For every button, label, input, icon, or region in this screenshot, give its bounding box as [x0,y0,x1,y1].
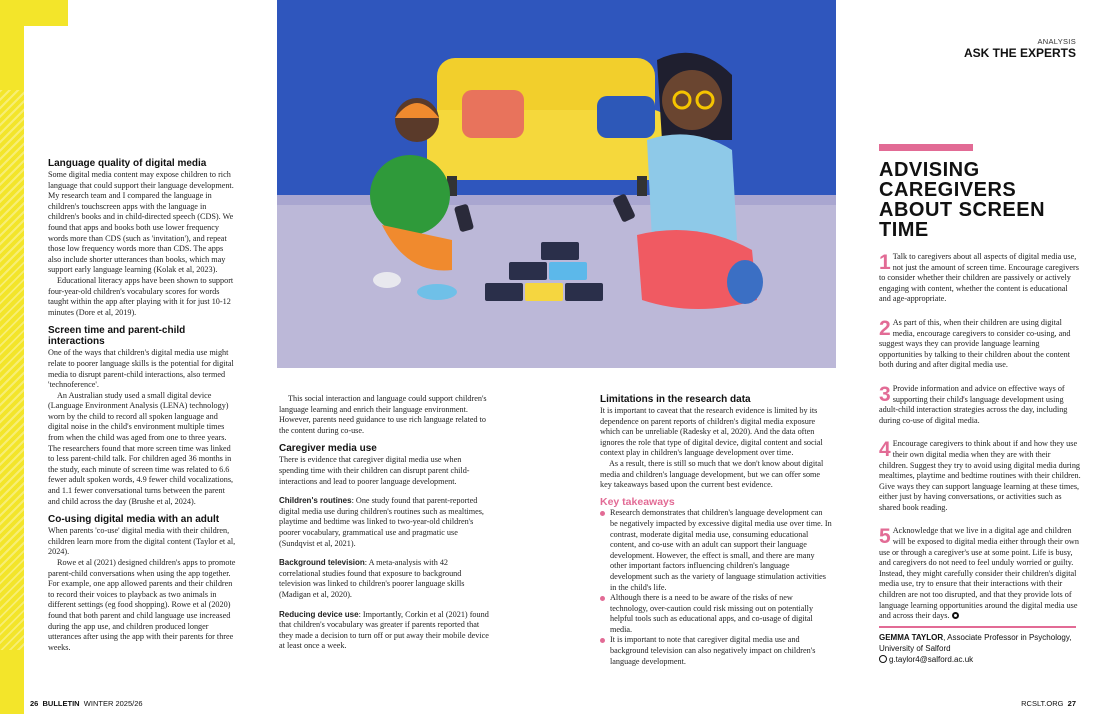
text-background-tv: : A meta-analysis with 42 correlational studies found that exposure to background television was linked to children's poorer language skills (Madigan et al, 2020). [279,558,465,599]
paragraph: An Australian study used a small digital device (Language Environment Analysis (LENA) technology) worn by the child to record all spoken language and digital noise in the child's environment multiple times from when the child was aged from one to three years. The researchers found that more screen time was linked to less parent-child talk. For children aged 36 months in the study, each minute of screen time was related to 6.6 fewer adult spoken words, 4.9 fewer child vocalizations, and 1.1 fewer conversational turns between the parent and child across the day (Brushe et al, 2024). [48,390,234,506]
paragraph: When parents 'co-use' digital media with their children, children learn more from the digital content (Taylor et al, 2024). [48,526,236,557]
paragraph: Rowe et al (2021) designed children's apps to promote parent-child conversations when using the app together. For example, one app allowed parents and their children to record their voices to playback as two animals in different settings (eg food shopping). Rowe et al (2020) found that both parent and child language use increased during the app use, and children produced longer utterances after using the app with their parents for three weeks. [48,558,236,652]
tip-text: Encourage caregivers to think about if and how they use their own digital media when they are with their children. Suggest they try to avoid using digital media during mealtimes, playtime and bedtime routines with their children. Give ways they can support language learning at these times, either just by having conversations, or activities such as shared book reading. [879,439,1081,512]
list-item-text: Although there is a need to be aware of the risks of new technology, over-caution could risk missing out on potentially helpful tools such as educational apps, and co-usage of digital media. [610,593,814,634]
key-takeaways-list [600,508,832,667]
tip-item [879,526,1081,621]
bullet-dot-icon [600,596,605,601]
label-routines: Children's routines [279,496,352,506]
side-strip-pattern [0,90,24,650]
label-background-tv: Background television [279,558,365,568]
author-email[interactable]: g.taylor4@salford.ac.uk [889,655,974,664]
tip-number: 4 [879,438,891,462]
heading-co-using: Co-using digital media with an adult [48,514,220,526]
column-1 [48,158,238,653]
tip-item [879,439,1081,513]
mail-icon [879,655,887,663]
section-title: ASK THE EXPERTS [963,46,1076,60]
paragraph: Educational literacy apps have been shown to support four-year-old children's vocabulary scores for words taught within the app after playing with it for just 10-12 minutes (Dore et al, 2019). [48,275,234,317]
tip-number: 3 [879,382,891,406]
hero-illustration [277,0,836,368]
label-reducing-device: Reducing device use [279,609,359,619]
footer-left [30,699,143,708]
tip-text: As part of this, when their children are using digital media, encourage caregivers to consider co-using, and suggest ways they can provide language learning opportunities by talking to their children about the content both during and after digital media use. [879,317,1071,370]
tip-item [879,252,1081,305]
page-number-left: 26 [30,699,39,708]
tip-number: 5 [879,525,891,549]
list-item [600,593,832,635]
footer-right [1021,699,1076,708]
accent-bar [879,144,973,151]
text-reducing-device: : Importantly, Corkin et al (2021) found that children's vocabulary was greater if parents reported that they made a decision to turn off or put away their mobile device at least once a week. [279,609,489,651]
section-label: ANALYSIS [1037,37,1076,46]
tip-item [879,384,1081,426]
tip-item [879,318,1081,371]
list-item [600,508,832,593]
sidebar-title: ADVISING CAREGIVERS ABOUT SCREEN TIME [879,159,1046,241]
tip-text: Provide information and advice on effective ways of supporting their child's language development using adult-child interaction strategies across the day, including during co-use of digital media. [879,383,1068,425]
heading-language-quality: Language quality of digital media [48,158,207,169]
bio-divider [879,626,1076,628]
author-name: GEMMA TAYLOR [879,633,944,642]
paragraph: Some digital media content may expose children to rich language that could support their language development. My research team and I compared the language in children's touchscreen apps with the language in children's books and in child-directed speech (CDS). We found that apps and books both use lower frequency words more than CDS (such as 'invitation'), and repeat those low frequency words more than CDS. The apps also include shorter utterances than books, which may support early language learning (Kolak et al, 2023). [48,170,234,275]
tip-number: 1 [879,251,891,274]
text-routines: : One study found that parent-reported digital media use during children's routines such as mealtimes, playtime and bedtime was linked to two-year-old children's poorer vocabulary, grammatical use and pragmatic use (Sundqvist et al, 2021). [279,496,484,548]
page-number-right: 27 [1067,699,1076,708]
paragraph-reducing-device [279,610,489,652]
list-item-text: It is important to note that caregiver digital media use and background television can also negatively impact on children's language development. [610,635,816,666]
end-mark-icon [952,612,959,619]
list-item [600,635,832,667]
tip-text: Acknowledge that we live in a digital age and children will be exposed to digital media either through their own use or through a caregiver's use at some point. Life is busy, and caregivers do not need to feel unduly worried or guilty. Instead, they might carefully consider their children's digital media use, try to ensure that their interactions with their children are not too disrupted, and that they provide lots of language learning opportunities around the digital media use and across their days. [879,526,1079,621]
paragraph: This social interaction and language could support children's language learning and enrich their language environment. However, parents need guidance to use rich language related to the content during co-use. [279,394,487,435]
publication-name: BULLETIN [42,699,80,708]
paragraph: One of the ways that children's digital media use might relate to poorer language skills is the potential for digital media to disrupt parent-child interactions, also termed 'technoference'. [48,348,234,390]
column-2 [279,394,489,652]
bullet-dot-icon [600,638,605,643]
author-role: , Associate Professor in Psychology, University of Salford [879,633,1072,653]
illustration-svg [277,0,836,368]
column-3 [600,394,832,667]
heading-caregiver-media: Caregiver media use [279,443,377,455]
key-takeaways-heading: Key takeaways [600,495,675,508]
tips-list [879,252,1081,635]
bullet-dot-icon [600,511,605,516]
tip-text: Talk to caregivers about all aspects of digital media use, not just the amount of screen time. Encourage caregivers to consider whether their children are passively or actively engaging with content, whether the content is educational and age-appropriate. [879,252,1079,304]
paragraph: It is important to caveat that the research evidence is limited by its dependence on parent reports of children's digital media exposure which can be unreliable (Radesky et al, 2020). And the data often ignores the role that type of digital device, digital content and social context play in children's language development over time. [600,406,823,458]
issue-date: WINTER 2025/26 [83,699,143,708]
paragraph-routines [279,496,489,549]
paragraph: As a result, there is still so much that we don't know about digital media and children's language development, but we can offer some key takeaways based upon the current best evidence. [600,458,824,490]
heading-limitations: Limitations in the research data [600,394,751,405]
site-url: RCSLT.ORG [1021,699,1064,708]
tip-number: 2 [879,316,891,340]
author-bio [879,632,1089,665]
paragraph-background-tv [279,558,489,600]
list-item-text: Research demonstrates that children's language development can be negatively impacted by excessive digital media use over time. In contrast, moderate digital media use, consuming educational content, and co-use with an adult can support their language development. However, the effect is small, and there are many other important factors influencing children's language development such as the variety of language stimulation activities in the child's life. [610,508,832,592]
paragraph: There is evidence that caregiver digital media use when spending time with their children can disrupt parent child-interactions and lead to poorer language development. [279,455,470,486]
heading-screen-time: Screen time and parent-child interactions [48,325,186,348]
